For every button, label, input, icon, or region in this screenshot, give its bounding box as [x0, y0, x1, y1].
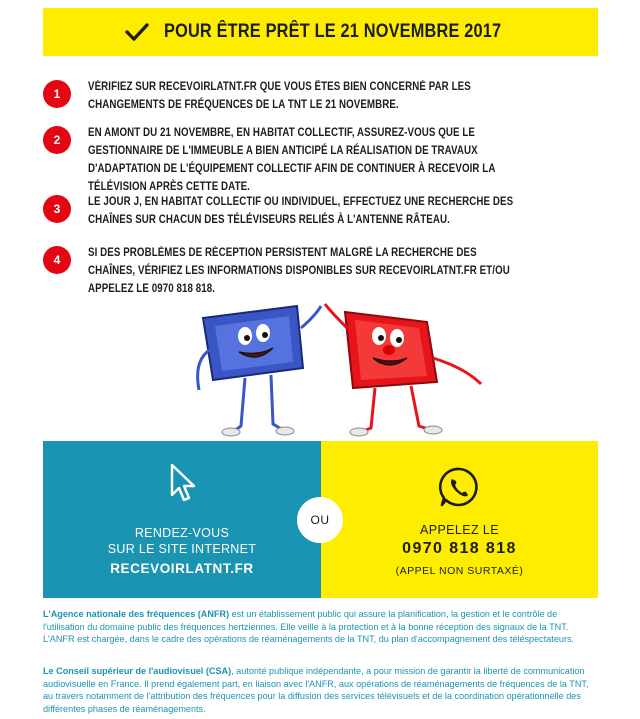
tv-mascots-illustration [175, 298, 505, 438]
step-text: EN AMONT DU 21 NOVEMBRE, EN HABITAT COLLECTIF, ASSUREZ-VOUS QUE LE GESTIONNAIRE DE L'IMMEUBLE A BIEN ANTICIPÉ LA RÉALISATION DE TRAVAUX D'ADAPTATION DE L'ÉQUIPEMENT COLLECTIF AFIN DE CONTINUER À RECEVOIR LA TÉLÉVISION APRÈS CETTE DATE. [88, 126, 496, 193]
step-item-1 [43, 78, 598, 114]
step-item-2 [43, 124, 598, 196]
call-note: (APPEL NON SURTAXÉ) [395, 565, 524, 577]
website-label-line2: SUR LE SITE INTERNET [107, 542, 257, 556]
website-link[interactable]: RECEVOIRLATNT.FR [110, 561, 254, 576]
footer-csa-paragraph [43, 665, 598, 715]
step-text: VÉRIFIEZ SUR RECEVOIRLATNT.FR QUE VOUS ÊTES BIEN CONCERNÉ PAR LES CHANGEMENTS DE FRÉQUENCES DE LA TNT LE 21 NOVEMBRE. [88, 80, 471, 111]
red-tv-mascot [325, 304, 481, 436]
or-separator: OU [297, 497, 343, 543]
step-number-badge: 2 [43, 126, 71, 154]
phone-icon [437, 465, 481, 509]
step-number-badge: 1 [43, 80, 71, 108]
phone-panel [321, 441, 598, 598]
anfr-description: est un établissement public qui assure la planification, la gestion et le contrôle de l'utilisation du domaine public des fréquences hertziennes. Elle veille à la protection et à la bonne réception des signaux de la TNT. L'ANFR est chargée, dans le cadre des opérations de réaménagements de la TNT, du plan d'accompagnement des téléspectateurs. [43, 609, 575, 645]
header-banner [43, 8, 598, 56]
phone-number-link[interactable]: 0970 818 818 [402, 540, 517, 557]
anfr-name: L'Agence nationale des fréquences (ANFR) [43, 609, 230, 619]
csa-description: , autorité publique indépendante, a pour mission de garantir la liberté de communication audiovisuelle en France. Il prend également part, en liaison avec l'ANFR, aux opérations de réaménagements de fréquences de la TNT, au travers notamment de l'attribution des fréquences pour la diffusion des services télévisuels et de la coordination opérationnelle des différentes phases de réaménagements. [43, 666, 589, 714]
step-number-badge: 3 [43, 195, 71, 223]
step-item-4 [43, 244, 598, 298]
checkmark-icon [124, 21, 150, 43]
step-item-3 [43, 193, 598, 229]
cursor-icon [169, 463, 199, 503]
page-title: POUR ÊTRE PRÊT LE 21 NOVEMBRE 2017 [164, 21, 502, 42]
website-panel [43, 441, 321, 598]
step-text: SI DES PROBLÈMES DE RÉCEPTION PERSISTENT MALGRÉ LA RECHERCHE DES CHAÎNES, VÉRIFIEZ LES INFORMATIONS DISPONIBLES SUR RECEVOIRLATNT.FR ET/OU APPELEZ LE 0970 818 818. [88, 246, 510, 295]
step-text: LE JOUR J, EN HABITAT COLLECTIF OU INDIVIDUEL, EFFECTUEZ UNE RECHERCHE DES CHAÎNES SUR CHACUN DES TÉLÉVISEURS RELIÉS À L'ANTENNE RÂTEAU. [88, 195, 514, 226]
footer-anfr-paragraph [43, 608, 598, 646]
website-label-line1: RENDEZ-VOUS [134, 526, 230, 540]
call-label: APPELEZ LE [419, 523, 500, 537]
csa-name: Le Conseil supérieur de l'audiovisuel (CSA) [43, 666, 232, 676]
blue-tv-mascot [198, 306, 321, 436]
step-number-badge: 4 [43, 246, 71, 274]
